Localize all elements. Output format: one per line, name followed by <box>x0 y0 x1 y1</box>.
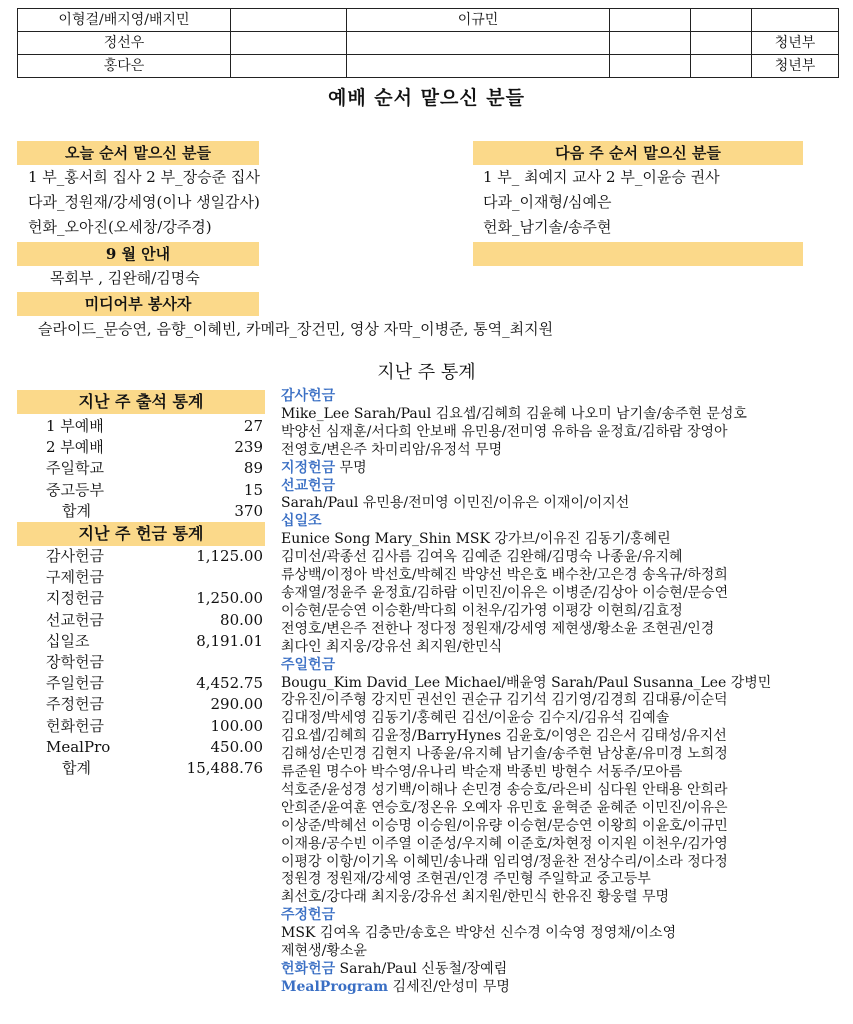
offering-line <box>281 979 841 997</box>
table-cell <box>610 32 691 55</box>
offering-line: 이재용/공수빈 이주열 이준성/우지혜 이준호/차현정 이지원 이천우/김가영 <box>281 835 728 852</box>
offering-inline: 김세진/안성미 무명 <box>388 978 510 995</box>
today-line: 1 부_홍서희 집사 2 부_장승준 집사 <box>28 168 260 186</box>
stat-label: 십일조 <box>46 631 90 650</box>
offering-line: 정원경 정원재/강세영 조현권/인경 주민형 주일학교 중고등부 <box>281 871 651 888</box>
stat-label: 감사헌금 <box>46 547 104 565</box>
table-cell: 홍다은 <box>18 55 231 78</box>
volunteer-table <box>17 8 839 78</box>
stat-row <box>46 610 263 631</box>
offering-line <box>281 961 841 979</box>
stat-row <box>46 480 263 501</box>
table-cell: 정선우 <box>18 32 231 55</box>
stat-row <box>46 716 263 737</box>
offering-line: Mike_Lee Sarah/Paul 김요셉/김혜희 김윤혜 나오미 남기솔/송주현 문성호 <box>281 405 747 422</box>
stat-label: 헌화헌금 <box>46 716 104 735</box>
stat-label: 주정헌금 <box>46 695 104 714</box>
stat-row <box>62 501 263 522</box>
stat-value: 8,191.01 <box>196 631 263 650</box>
stat-row <box>46 652 263 673</box>
table-cell: 청년부 <box>752 32 839 55</box>
next-line: 헌화_남기솔/송주현 <box>483 218 612 236</box>
stat-row <box>46 458 263 479</box>
stat-label: 주일헌금 <box>46 674 104 693</box>
stat-label: 주일학교 <box>46 459 104 478</box>
table-cell <box>231 32 347 55</box>
offering-line: 최다인 최지웅/강유선 최지원/한민식 <box>281 638 503 655</box>
offering-heading: 지정헌금 <box>281 459 336 476</box>
today-header: 오늘 순서 맡으신 분들 <box>17 141 259 165</box>
table-cell: 청년부 <box>752 55 839 78</box>
stat-row <box>46 631 263 652</box>
offering-line: 안희준/윤여훈 연승호/정온유 오예자 유민호 윤혁준 윤혜준 이민진/이유은 <box>281 799 728 816</box>
stat-row <box>46 567 263 588</box>
stat-label: 구제헌금 <box>46 568 104 587</box>
offering-line <box>281 460 841 478</box>
offering-line: 전영호/변은주 전한나 정다정 정원재/강세영 제현생/황소윤 조현권/인경 <box>281 620 715 637</box>
offering-line: 류준원 명수아 박수영/유나리 박순재 박종빈 방현수 서동주/모아름 <box>281 764 683 781</box>
offering-line: Sarah/Paul 유민용/전미영 이민진/이유은 이재이/이지선 <box>281 495 630 512</box>
table-row <box>18 32 839 55</box>
offering-heading: 십일조 <box>281 513 322 530</box>
offering-line: 최선호/강다래 최지웅/강유선 최지원/한민식 한유진 황웅렬 무명 <box>281 889 670 906</box>
offering-line: 강유진/이주형 강지민 권선인 권순규 김기석 김기영/김경희 김대룡/이순덕 <box>281 692 728 709</box>
table-cell <box>231 55 347 78</box>
stat-row <box>46 694 263 715</box>
media-line: 슬라이드_문승연, 음향_이혜빈, 카메라_장건민, 영상 자막_이병준, 통역_최지원 <box>38 320 554 338</box>
stat-row <box>46 588 263 609</box>
offering-line: Bougu_Kim David_Lee Michael/배윤영 Sarah/Paul Susanna_Lee 강병민 <box>281 674 772 691</box>
offering-line: 김요셉/김혜희 김윤정/BarryHynes 김윤호/이영은 김은서 김태성/유지선 <box>281 728 727 745</box>
stat-value: 1,125.00 <box>196 547 263 565</box>
stat-row <box>46 737 263 758</box>
stat-value: 80.00 <box>220 610 263 629</box>
offering-line: 김해성/손민경 김현지 나종윤/유지혜 남기솔/송주현 남상훈/유미경 노희정 <box>281 746 728 763</box>
stat-row <box>62 758 263 779</box>
offering-heading: MealProgram <box>281 978 389 995</box>
stat-label: 선교헌금 <box>46 610 104 629</box>
stat-label: 중고등부 <box>46 480 104 499</box>
next-line: 1 부_ 최예지 교사 2 부_이윤승 권사 <box>483 168 720 186</box>
attendance-header: 지난 주 출석 통계 <box>17 390 265 414</box>
stat-value: 4,452.75 <box>196 674 263 693</box>
table-cell <box>752 9 839 32</box>
stat-label: 2 부예배 <box>46 438 104 457</box>
table-cell <box>691 55 752 78</box>
stat-value: 89 <box>243 459 263 478</box>
stat-label: 지정헌금 <box>46 589 104 608</box>
stat-value: 27 <box>243 417 263 435</box>
stat-value: 15 <box>243 480 263 499</box>
stat-value: 370 <box>234 501 263 520</box>
offering-line: 제현생/황소윤 <box>281 943 367 960</box>
stat-value: 450.00 <box>210 737 263 756</box>
table-cell <box>610 55 691 78</box>
today-line: 헌화_오아진(오세창/강주경) <box>28 218 212 236</box>
stats-title: 지난 주 통계 <box>377 362 476 383</box>
offering-line: 김미선/곽종선 김사름 김여옥 김예준 김완해/김명숙 나종윤/유지혜 <box>281 549 683 566</box>
table-cell <box>691 32 752 55</box>
stat-label: 1 부예배 <box>46 417 104 435</box>
offering-heading: 주일헌금 <box>281 656 336 673</box>
offering-line: 김대정/박세영 김동기/홍혜린 김선/이윤승 김수지/김유석 김예솔 <box>281 710 670 727</box>
table-cell <box>347 55 610 78</box>
table-cell <box>231 9 347 32</box>
table-cell: 이형걸/배지영/배지민 <box>18 9 231 32</box>
table-cell <box>691 9 752 32</box>
page-title: 예배 순서 맡으신 분들 <box>327 87 526 109</box>
offering-line: 송재열/정윤주 윤정효/김하람 이민진/이유은 이병준/김상아 이승현/문승연 <box>281 584 729 601</box>
offering-heading: 선교헌금 <box>281 477 336 494</box>
table-cell <box>610 9 691 32</box>
stat-row <box>46 416 263 437</box>
offering-header: 지난 주 헌금 통계 <box>17 522 265 546</box>
stat-value: 100.00 <box>210 716 263 735</box>
offering-line: MSK 김여옥 김충만/송호은 박양선 신수경 이숙영 정영채/이소영 <box>281 925 677 942</box>
sept-line: 목회부 , 김완해/김명숙 <box>50 269 200 287</box>
offering-line: 류상백/이정아 박선호/박혜진 박양선 박은호 배수찬/고은경 송옥규/하정희 <box>281 567 728 584</box>
stat-row <box>46 673 263 694</box>
stat-label: 합계 <box>62 501 91 520</box>
table-cell <box>347 32 610 55</box>
offering-line: 이평강 이항/이기옥 이혜민/송나래 임리영/정윤찬 전상수리/이소라 정다정 <box>281 853 728 870</box>
media-header: 미디어부 봉사자 <box>17 292 259 316</box>
stat-label: 장학헌금 <box>46 653 104 671</box>
stat-row <box>46 546 263 567</box>
table-row <box>18 9 839 32</box>
next-empty-bar <box>473 242 803 266</box>
next-line: 다과_이재형/심예은 <box>483 193 612 211</box>
today-line: 다과_정원재/강세영(이나 생일감사) <box>28 193 260 211</box>
stat-label: 합계 <box>62 759 91 777</box>
offering-heading: 감사헌금 <box>281 388 336 404</box>
offering-line: 이상준/박혜선 이승명 이승원/이유량 이승현/문승연 이왕희 이윤호/이규민 <box>281 817 728 834</box>
sept-header: 9 월 안내 <box>17 242 259 266</box>
stat-row <box>46 437 263 458</box>
table-row <box>18 55 839 78</box>
offering-heading: 주정헌금 <box>281 907 336 924</box>
offering-line: Eunice Song Mary_Shin MSK 강가브/이유진 김동기/홍혜린 <box>281 531 671 548</box>
stat-value: 15,488.76 <box>186 759 263 777</box>
stat-label: MealPro <box>46 737 111 756</box>
table-cell: 이규민 <box>347 9 610 32</box>
stat-value: 290.00 <box>210 695 263 714</box>
offering-line: 박양선 심재훈/서다희 안보배 유민용/전미영 유하음 윤정효/김하람 장영아 <box>281 423 728 440</box>
stat-value: 239 <box>234 438 263 457</box>
offering-line: 이승현/문승연 이승환/박다희 이천우/김가영 이평강 이현희/김효정 <box>281 602 683 619</box>
offering-inline: 무명 <box>335 459 367 476</box>
stat-value: 1,250.00 <box>196 589 263 608</box>
next-header: 다음 주 순서 맡으신 분들 <box>473 141 803 165</box>
offering-line: 전영호/변은주 차미리암/유정석 무명 <box>281 441 503 458</box>
offering-heading: 헌화헌금 <box>281 961 336 977</box>
offering-line: 석호준/윤성경 성기백/이해나 손민경 송승호/라은비 심다원 안태용 안희라 <box>281 781 728 798</box>
offering-inline: Sarah/Paul 신동철/장예림 <box>335 961 508 977</box>
offering-list <box>281 388 841 997</box>
